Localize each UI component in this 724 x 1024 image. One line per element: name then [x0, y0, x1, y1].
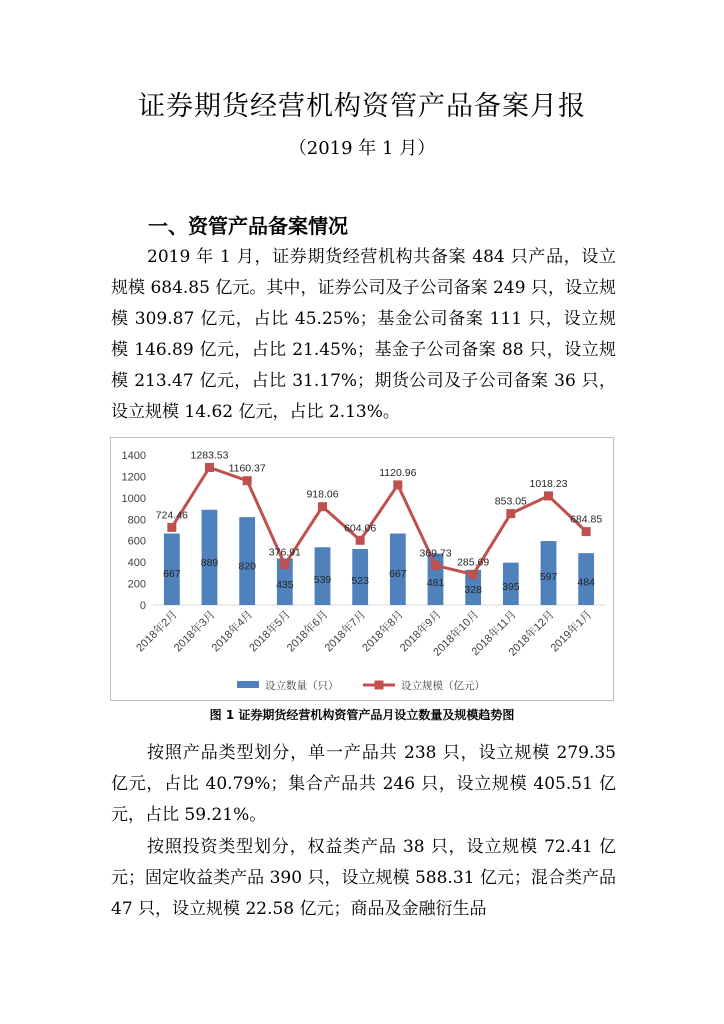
x-tick-label: 2018年12月 — [506, 608, 557, 659]
y-tick-label: 600 — [127, 535, 146, 548]
x-tick-label: 2018年3月 — [171, 608, 218, 655]
paragraph-investment-type: 按照投资类型划分，权益类产品 38 只，设立规模 72.41 亿元；固定收益类产品 390 只，设立规模 588.31 亿元；混合类产品 47 只，设立规模 22.58 亿元；商品及金融衍生品 — [111, 837, 616, 919]
scale-marker-2018年9月 — [431, 561, 440, 570]
y-tick-label: 400 — [127, 557, 146, 570]
figure-caption: 图 1 证券期货经营机构资管产品月设立数量及规模趋势图 — [209, 708, 515, 722]
scale-marker-2018年5月 — [280, 560, 289, 569]
bar-value-label: 328 — [464, 584, 482, 597]
bar-value-label: 481 — [426, 576, 445, 589]
x-tick-label: 2018年9月 — [397, 608, 444, 655]
scale-value-label: 1283.53 — [190, 449, 229, 462]
y-tick-label: 1200 — [121, 471, 146, 484]
bar-value-label: 395 — [502, 580, 520, 593]
x-tick-label: 2018年7月 — [322, 608, 369, 655]
scale-value-label: 376.91 — [268, 546, 301, 559]
scale-marker-2018年4月 — [243, 476, 252, 485]
legend-bar-label: 设立数量（只） — [265, 680, 339, 692]
scale-value-label: 684.85 — [570, 513, 603, 526]
bar-value-label: 523 — [351, 574, 369, 587]
scale-marker-2018年8月 — [393, 480, 402, 489]
scale-series-line — [172, 468, 586, 575]
scale-marker-2018年11月 — [506, 509, 515, 518]
trend-chart — [110, 437, 614, 701]
report-date: （2019 年 1 月） — [288, 138, 436, 159]
scale-value-label: 918.06 — [306, 488, 339, 501]
y-tick-label: 200 — [127, 578, 146, 591]
legend-bar-swatch — [237, 681, 259, 688]
scale-marker-2019年1月 — [582, 527, 591, 536]
paragraph-product-type: 按照产品类型划分，单一产品共 238 只，设立规模 279.35 亿元，占比 40.79%；集合产品共 246 只，设立规模 405.51 亿元，占比 59.21%。 — [111, 743, 616, 825]
bar-value-label: 667 — [389, 567, 407, 580]
x-tick-label: 2018年11月 — [469, 608, 519, 659]
bar-value-label: 435 — [276, 579, 294, 592]
scale-marker-2018年12月 — [544, 491, 553, 500]
x-tick-label: 2018年6月 — [284, 608, 331, 655]
y-tick-label: 0 — [139, 600, 146, 612]
bar-value-label: 597 — [539, 571, 558, 584]
scale-value-label: 853.05 — [494, 495, 527, 508]
scale-value-label: 1160.37 — [228, 462, 266, 475]
x-tick-label: 2018年8月 — [360, 608, 406, 655]
x-tick-label: 2018年5月 — [247, 608, 293, 655]
scale-marker-2018年10月 — [469, 570, 478, 579]
scale-marker-2018年2月 — [167, 523, 176, 532]
y-tick-label: 800 — [127, 514, 146, 527]
scale-value-label: 1018.23 — [529, 477, 568, 490]
scale-value-label: 369.73 — [419, 547, 452, 560]
legend-line-marker — [375, 681, 384, 690]
scale-value-label: 1120.96 — [379, 466, 417, 479]
y-tick-label: 1000 — [121, 492, 146, 505]
section-heading: 一、资管产品备案情况 — [148, 214, 348, 238]
page-title: 证券期货经营机构资管产品备案月报 — [138, 91, 586, 122]
x-tick-label: 2018年2月 — [134, 608, 180, 655]
scale-marker-2018年3月 — [205, 463, 214, 472]
scale-value-label: 285.69 — [457, 556, 490, 569]
x-tick-label: 2018年4月 — [209, 608, 256, 655]
x-tick-label: 2019年1月 — [548, 608, 595, 655]
x-tick-label: 2018年10月 — [431, 608, 482, 659]
bar-value-label: 667 — [163, 567, 181, 580]
chart-svg — [111, 438, 615, 702]
legend-line-label: 设立规模（亿元） — [401, 680, 485, 692]
scale-value-label: 724.46 — [155, 509, 188, 522]
bar-value-label: 539 — [313, 574, 332, 587]
paragraph-summary: 2019 年 1 月，证券期货经营机构共备案 484 只产品，设立规模 684.85 亿元。其中，证券公司及子公司备案 249 只，设立规模 309.87 亿元，占比 45.25%；基金公司备案 111 只，设立规模 146.89 亿元，占比 21.45%；基金子公司备案 88 只，设立规模 213.47 亿元，占比 31.17%；期货公司及子公司备案 36 只，设立规模 14.62 亿元，占比 2.13%。 — [111, 247, 616, 422]
bar-value-label: 889 — [200, 557, 219, 570]
bar-value-label: 484 — [577, 576, 595, 589]
scale-value-label: 604.06 — [344, 522, 377, 535]
scale-marker-2018年7月 — [356, 536, 365, 545]
scale-marker-2018年6月 — [318, 502, 327, 511]
y-tick-label: 1400 — [121, 450, 146, 462]
bar-value-label: 820 — [238, 560, 256, 573]
